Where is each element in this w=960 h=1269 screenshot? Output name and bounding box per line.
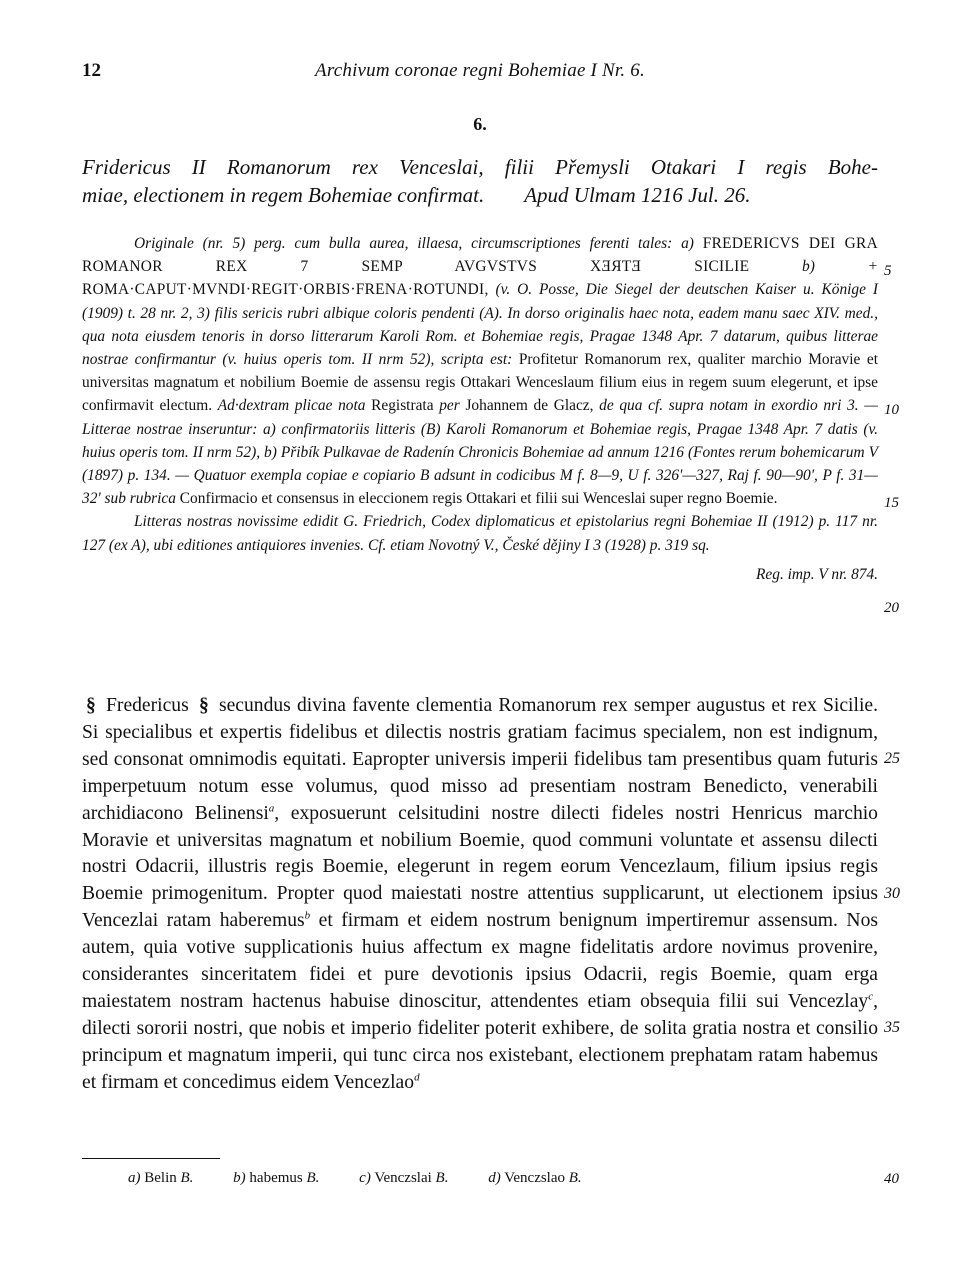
line-number: 10 [884,402,899,418]
regest-line-1: Fridericus II Romanorum rex Venceslai, filii Přemysli Otakari I regis Bohe- [82,155,878,179]
apparatus-text: Litteras nostras novissime edidit G. Friedrich, Codex diplomaticus et epistolarius regni Bohemiae II (1912) p. 117 nr. 127 (ex A), ubi editiones antiquiores invenies. Cf. etiam Novotný V., České dějiny I 3 (1928) p. 319 sq. [82,513,878,554]
document-number: 6. [473,114,487,134]
footnote-source: B. [180,1170,194,1186]
footnote-mark: c) [359,1170,371,1186]
footnote-text: Venczslai [374,1170,432,1186]
line-number: 35 [884,1019,900,1036]
regest [82,153,878,209]
footnote-text: Venczslao [504,1170,566,1186]
footnote-mark: a) [128,1170,141,1186]
footnote-text: Belin [144,1170,177,1186]
regest-line-2 [82,181,878,209]
rubric-text: Confirmacio et consensus in eleccionem regis Ottakari et filii sui Wenceslai super regno Boemie. [179,490,778,508]
footnote-a [128,1170,193,1187]
quote-text: Johannem de Glacz, [465,397,594,415]
line-number: 15 [884,495,899,511]
regesta-imperii-reference: Reg. imp. V nr. 874. [756,565,878,583]
page-number: 12 [82,60,101,81]
footnote-text: habemus [249,1170,303,1186]
footnote-source: B. [568,1170,582,1186]
line-number: 25 [884,750,900,767]
footnote-ref-b[interactable]: b [304,909,311,922]
charter-text [82,693,878,1097]
regest-line-2-text: miae, electionem in regem Bohemiae confirmat. [82,183,485,207]
apparatus-text: Originale (nr. 5) perg. cum bulla aurea, illaesa, circumscriptiones ferenti tales: a) [134,235,694,252]
footnotes [128,1170,618,1187]
footnote-ref-d[interactable]: d [414,1071,420,1084]
dorsal-note: Profitetur Romanorum rex, qualiter marchio Moravie et universitas magnatum et nobilium Boemie de assensu regis Ottakari Wenceslaum filium eius in regem suum elegerunt, et ipse confirmavit electum. [82,351,878,415]
charter-text-segment: secundus divina favente clementia Romanorum rex semper augustus et rex Sicilie. Si specialibus et expertis fidelibus et dilectis nostris gratiam facimus specialem, non est indignum, sed consonat omnimodis equitati. Eapropter universis imperii fidelibus tam presentibus quam futuris imperpetuum notum esse volumus, quod misso ad presentiam nostram Benedicto, venerabili archidiacono Belinensi [82,695,878,824]
footnote-ref-c[interactable]: c [868,990,874,1003]
line-number: 20 [884,600,899,616]
apparatus-paragraph-1 [82,232,878,510]
apparatus-text: Ad·dextram plicae nota [217,397,366,415]
quote-text: Registrata [371,397,434,415]
apparatus-paragraph-2 [82,510,878,556]
section-mark: § [198,695,209,716]
footnote-mark: d) [488,1170,501,1186]
charter-text-segment: , exposuerunt celsitudini nostre dilecti fideles nostri Henricus marchio Moravie et universitas magnatum et nobilium Boemie, quod communi voluntate et assensu dilecti nostri Odacrii, illustris regis Boemie, elegerunt in regem eorum Vencezlaum, filium ipsius regis Boemie primogenitum. Propter quod maiestati nostre attentius supplicarunt, ut electionem ipsius Vencezlai ratam haberemus [82,802,878,932]
charter-text-segment: Fredericus [106,695,189,716]
line-number: 40 [884,1171,899,1187]
charter-paragraph [82,693,878,1097]
charter-text-segment: et firmam et eidem nostrum benignum impertiremur assensum. Nos autem, quia votive supplicationis huius affectum ex magne fidelitatis ardore novimus provenire, considerantes sinceritatem fidei et pure devotionis ipsius Odacrii, regis Boemie, quam erga maiestatem nostram hactenus habuise dinoscitur, attendentes etiam obsequia filii sui Vencezlay [82,910,878,1012]
footnote-ref-a[interactable]: a [268,802,275,815]
seal-legend-a: FREDERICVS DEI GRA ROMANOR REX 7 SEMP AVGVSTVS XƎЯTƎ SICILIE [82,235,878,276]
charter-text-segment: , dilecti sororii nostri, que nobis et imperio fideliter poterit exhibere, de solita gratia nostra et consilio principum et magnatum imperii, qui tunc circa nos existebant, electionem prephatam ratam habemus et firmam et concedimus eidem Vencezlao [82,990,878,1093]
line-number: 30 [884,885,900,902]
footnote-b [233,1170,319,1187]
line-number: 5 [884,263,892,279]
apparatus-text: (v. O. Posse, Die Siegel der deutschen Kaiser u. Könige I (1909) t. 28 nr. 2, 3) filis sericis rubri albique coloris pendenti (A). In dorso originalis haec nota, eadem manu saec XIV. med., qua nota eiusdem tenoris in dorso litterarum Karoli Rom. et Bohemiae regis, Pragae 1348 Apr. 7 datarum, quibus litterae nostrae confirmantur (v. huius operis tom. II nrm 52), scripta est: [82,281,878,369]
section-mark: § [86,695,96,716]
apparatus-text: per [439,397,460,415]
running-header [82,60,878,90]
critical-apparatus [82,232,878,586]
running-title: Archivum coronae regni Bohemiae I Nr. 6. [315,60,645,81]
apparatus-text: b) + [802,258,878,276]
footnote-divider [82,1158,220,1159]
seal-legend-b: ROMA·CAPUT·MVNDI·REGIT·ORBIS·FRENA·ROTUNDI, [82,281,489,299]
footnote-c [359,1170,448,1187]
footnote-d [488,1170,581,1187]
footnote-source: B. [306,1170,320,1186]
footnote-source: B. [435,1170,449,1186]
apparatus-text: de qua cf. supra notam in exordio nri 3. — Litterae nostrae inseruntur: a) confirmatoriis litteris (B) Karoli Romanorum et Bohemiae regis, Pragae 1348 Apr. 7 datis (v. huius operis tom. II nrm 52), b) Přibík Pulkavae de Radenín Chronicis Bohemiae ad annum 1216 (Fontes rerum bohemicarum V (1897) p. 134. — Quatuor exempla copiae e copiario B adsunt in codicibus M f. 8—9, U f. 326'—327, Raj f. 90—90', P f. 31—32' sub rubrica [82,397,878,508]
footnote-mark: b) [233,1170,246,1186]
place-date: Apud Ulmam 1216 Jul. 26. [524,183,751,207]
